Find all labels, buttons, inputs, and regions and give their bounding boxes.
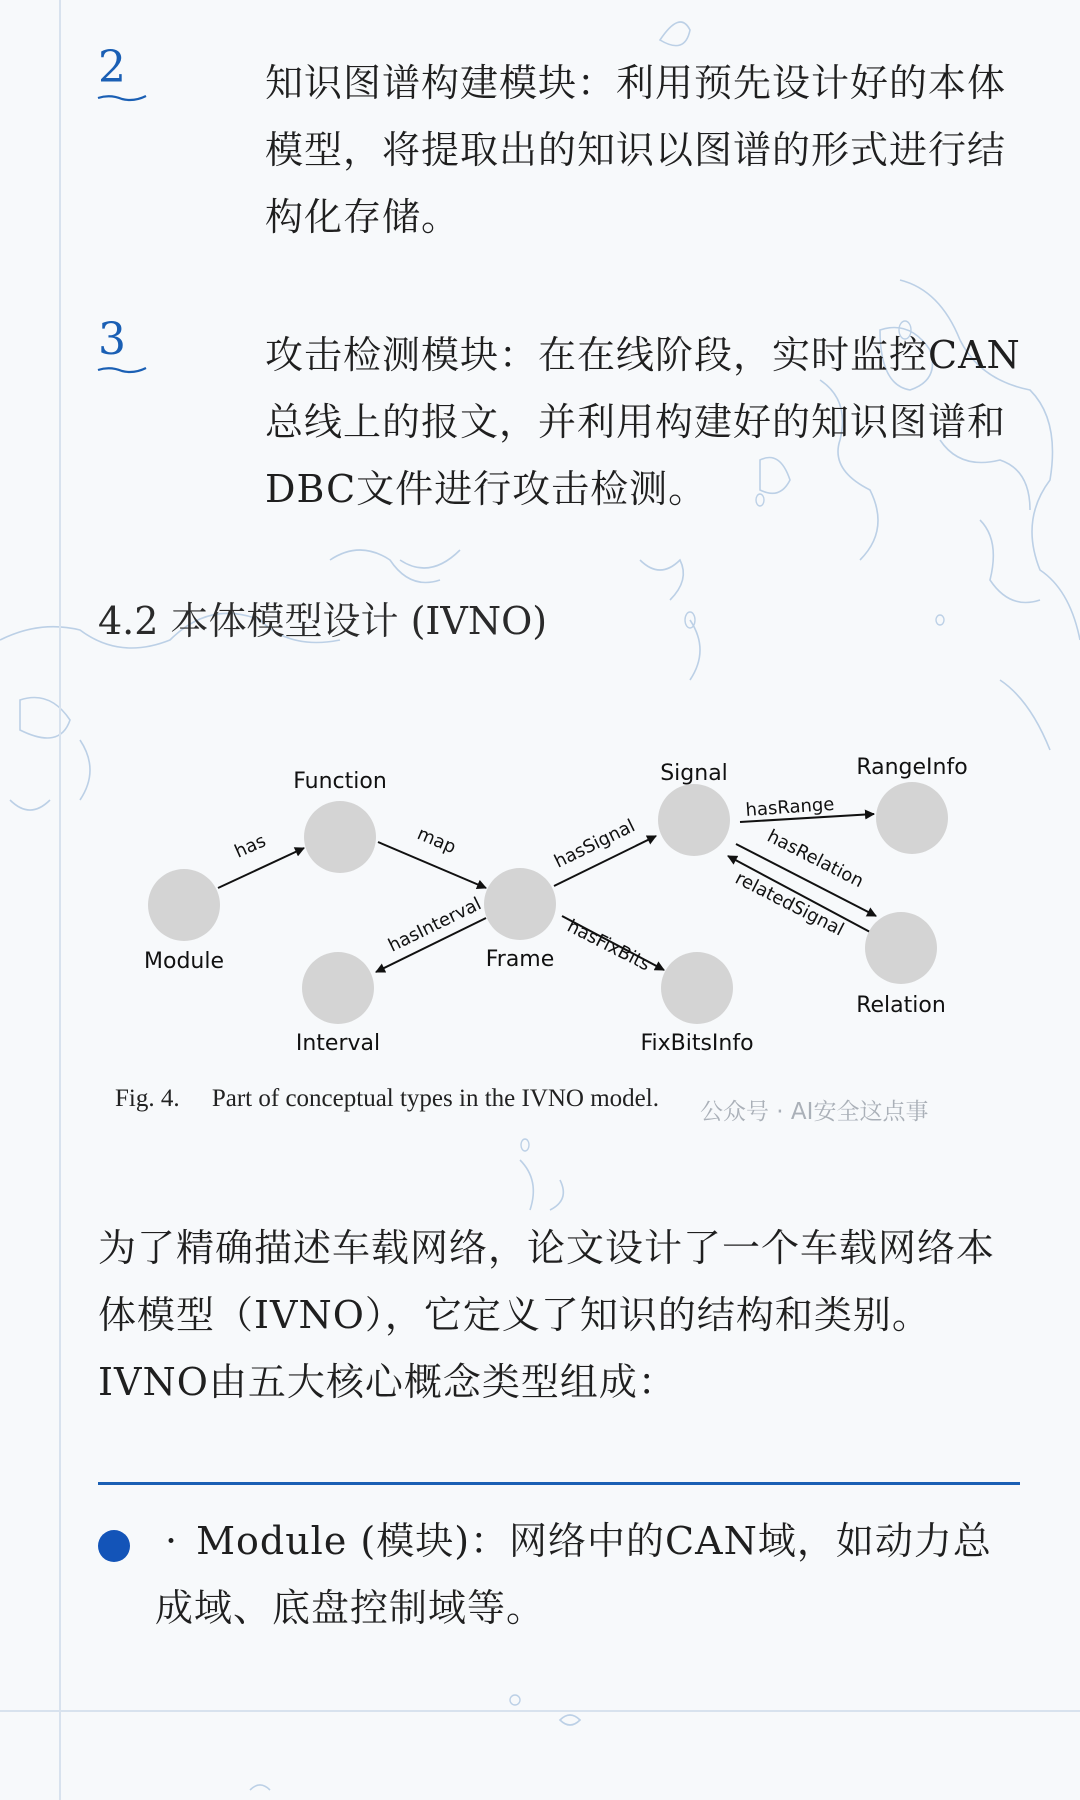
node-fixbits [661,952,733,1024]
watermark: 公众号 · AI安全这点事 [700,1099,929,1125]
node-function [304,801,376,873]
item-text: 攻击检测模块：在在线阶段，实时监控CAN总线上的报文，并利用构建好的知识图谱和DBC文件进行攻击检测。 [265,333,1021,511]
caption-text: Part of conceptual types in the IVNO model. [211,1085,659,1112]
label-relatedSignal: relatedSignal [731,867,848,941]
body-paragraph: 为了精确描述车载网络，论文设计了一个车载网络本体模型（IVNO），它定义了知识的结构和类别。IVNO由五大核心概念类型组成： [98,1226,996,1404]
bullet-text: Module (模块)：网络中的CAN域，如动力总成域、底盘控制域等。 [155,1519,992,1630]
label-has: has [231,830,270,863]
label-function: Function [293,769,387,794]
item-number: 2 [98,42,126,93]
label-hasRange: hasRange [744,793,836,821]
label-relation: Relation [856,993,946,1018]
label-interval: Interval [295,1031,381,1056]
edge-has [218,848,304,888]
section-heading: 4.2 本体模型设计 (IVNO) [98,599,548,643]
node-frame [484,868,556,940]
hand-underline-icon [96,362,148,376]
item-number: 3 [98,314,126,365]
figure-caption [115,1085,659,1113]
label-map: map [414,823,460,859]
node-relation [865,912,937,984]
bullet-icon [98,1530,130,1562]
item-text: 知识图谱构建模块：利用预先设计好的本体模型，将提取出的知识以图谱的形式进行结构化存储。 [265,61,1007,239]
label-hasSignal: hasSignal [550,815,639,873]
label-frame: Frame [485,947,555,972]
bullet-item-module [155,1508,1025,1642]
label-module: Module [144,949,224,974]
ivno-diagram [110,730,990,1130]
notebook-bottom-line [0,1710,1080,1712]
node-module [148,869,220,941]
section-divider [98,1482,1020,1485]
node-rangeinfo [876,782,948,854]
label-fixbits: FixBitsInfo [640,1031,754,1056]
label-hasFixBits: hasFixBits [563,915,654,976]
notebook-margin-line [59,0,61,1800]
label-signal: Signal [660,761,728,786]
node-interval [302,952,374,1024]
label-hasRelation: hasRelation [763,825,867,893]
node-signal [658,784,730,856]
caption-label: Fig. 4. [115,1085,180,1112]
label-hasInterval: hasInterval [384,893,485,957]
hand-underline-icon [96,90,148,104]
bullet-marker: · [165,1519,179,1563]
label-rangeinfo: RangeInfo [856,755,968,780]
